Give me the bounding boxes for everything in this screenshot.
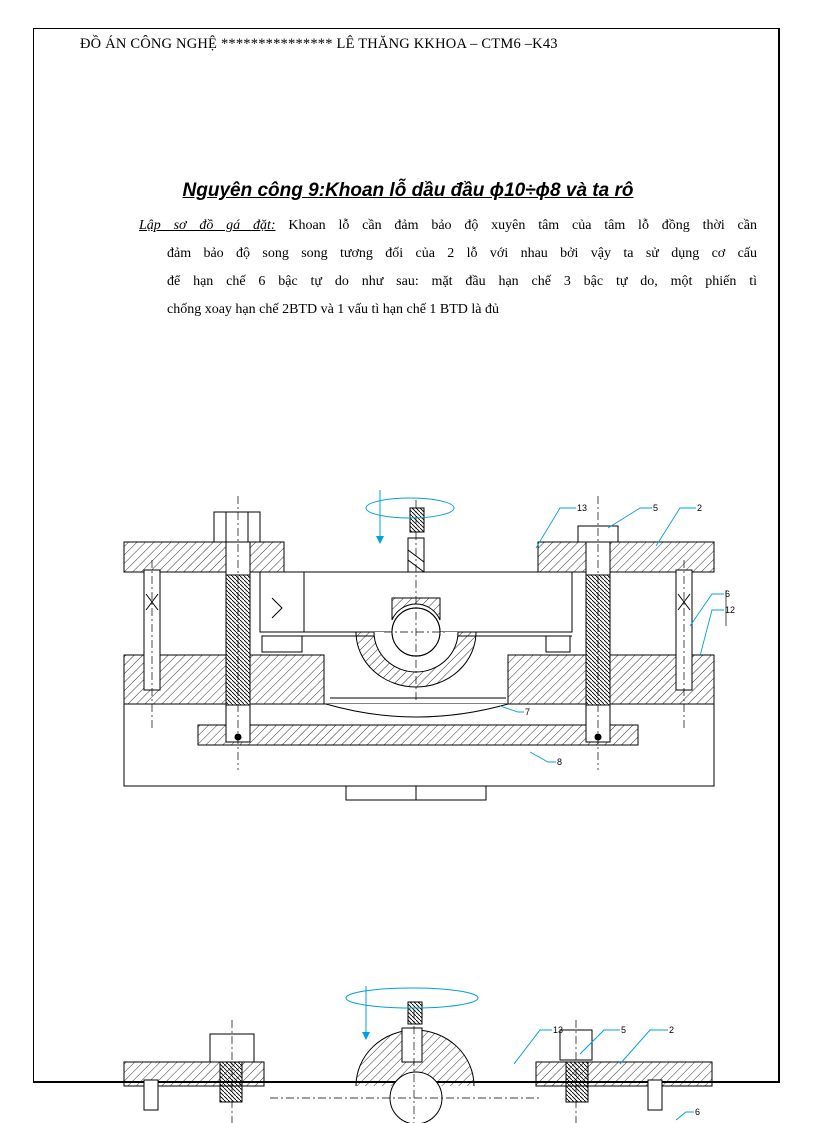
paragraph-line-1: Lập sơ đồ gá đặt: Khoan lỗ cần đảm bảo độ xuyên tâm của tâm lỗ đồng thời cần bbox=[139, 218, 757, 233]
page-header: ĐỒ ÁN CÔNG NGHỆ *************** LÊ THĂNG KKHOA – CTM6 –K43 bbox=[80, 36, 558, 52]
svg-text:7: 7 bbox=[525, 707, 531, 717]
paragraph-line-4: chống xoay hạn chế 2BTD và 1 vấu tì hạn chế 1 BTD là đủ bbox=[167, 302, 500, 317]
svg-text:6: 6 bbox=[695, 1107, 701, 1117]
paragraph-line-2: đảm bảo độ song song tương đối của 2 lỗ với nhau bởi vậy ta sử dụng cơ cấu bbox=[167, 246, 757, 261]
svg-text:13: 13 bbox=[577, 503, 588, 513]
paragraph-line-3: để hạn chế 6 bậc tự do như sau: mặt đầu hạn chế 3 bậc tự do, một phiến tì bbox=[167, 274, 757, 289]
fixture-drawing-1 bbox=[124, 490, 726, 800]
svg-text:5: 5 bbox=[621, 1025, 627, 1035]
svg-text:2: 2 bbox=[697, 503, 703, 513]
svg-text:5: 5 bbox=[653, 503, 659, 513]
svg-text:12: 12 bbox=[725, 605, 736, 615]
setup-label: Lập sơ đồ gá đặt: bbox=[139, 218, 276, 233]
svg-text:13: 13 bbox=[553, 1025, 564, 1035]
fixture-drawing-2 bbox=[124, 986, 712, 1123]
svg-text:8: 8 bbox=[557, 757, 563, 767]
svg-text:6: 6 bbox=[725, 589, 731, 599]
section-title: Nguyên công 9:Khoan lỗ dầu đầu ɸ10÷ɸ8 và ta rô bbox=[182, 180, 634, 201]
svg-text:2: 2 bbox=[669, 1025, 675, 1035]
